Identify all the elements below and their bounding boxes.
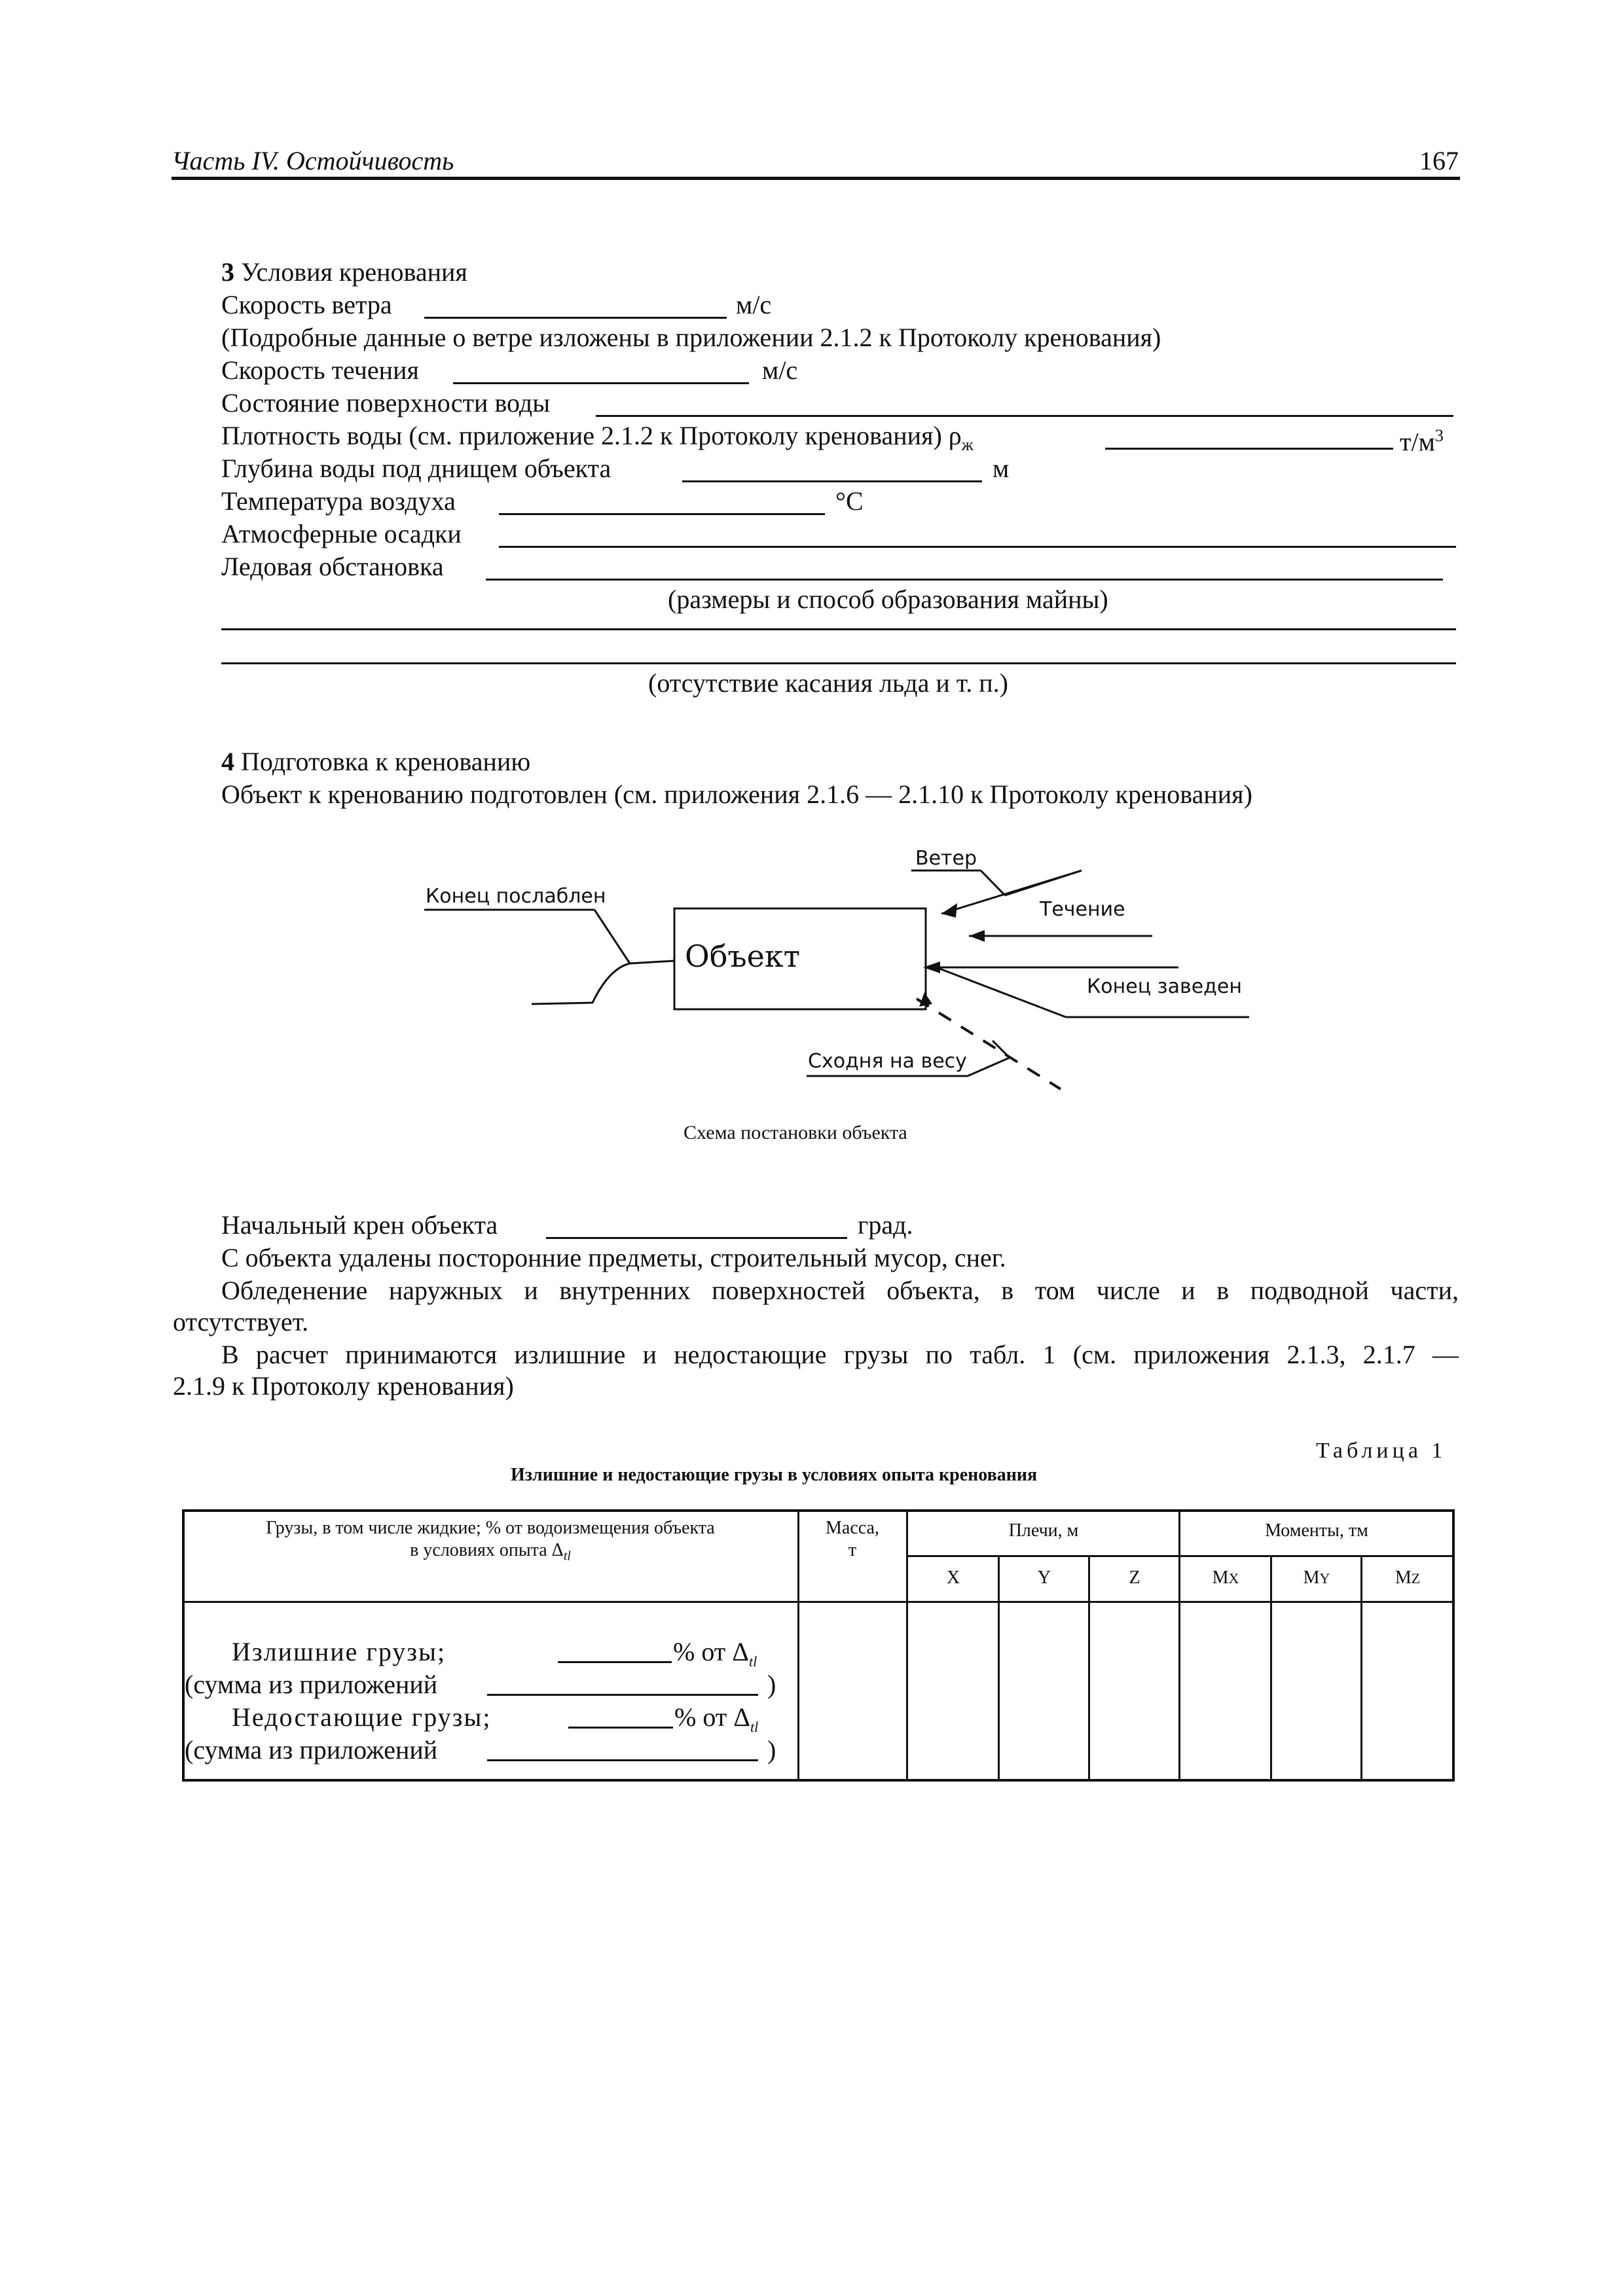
ice-caption-1: (размеры и способ образования майны) xyxy=(668,584,1108,614)
col-mx-sub: X xyxy=(1228,1570,1239,1587)
col-x: X xyxy=(946,1568,960,1588)
row-excess-blank xyxy=(558,1661,672,1663)
running-header-title: Часть IV. Остойчивость xyxy=(172,146,454,175)
diagram-wind-label: Ветер xyxy=(915,847,977,870)
col-my-m: M xyxy=(1303,1568,1320,1588)
section4-text: Объект к кренованию подготовлен (см. приложения 2.1.6 — 2.1.10 к Протоколу кренования) xyxy=(221,780,1252,809)
air-temp-unit: °С xyxy=(835,486,864,516)
initial-heel-blank xyxy=(546,1237,847,1239)
paragraph-2-line-1: Обледенение наружных и внутренних поверхностей объекта, в том числе и в подводной части, xyxy=(221,1276,1459,1305)
col-my-sub: Y xyxy=(1319,1570,1330,1587)
col-cargo-header xyxy=(186,1517,795,1568)
current-unit: м/с xyxy=(762,355,798,385)
ice-caption-2: (отсутствие касания льда и т. п.) xyxy=(648,668,1008,698)
col-mx xyxy=(1181,1567,1270,1590)
col-z: Z xyxy=(1129,1568,1140,1588)
row-deficit-label: Недостающие грузы; xyxy=(232,1702,492,1732)
precip-label: Атмосферные осадки xyxy=(221,519,462,548)
density-sub: ж xyxy=(961,435,974,454)
depth-label: Глубина воды под днищем объекта xyxy=(221,454,611,483)
depth-unit: м xyxy=(993,454,1010,483)
paragraph-1: С объекта удалены посторонние предметы, строительный мусор, снег. xyxy=(221,1243,1006,1272)
col-cargo-sub: tl xyxy=(563,1549,571,1564)
col-arms-header: Плечи, м xyxy=(1008,1520,1079,1541)
row-sum-2-blank xyxy=(487,1759,758,1761)
row-sum-1-blank xyxy=(487,1694,758,1696)
col-y: Y xyxy=(1037,1568,1051,1588)
col-mass-line-2: т xyxy=(848,1540,857,1560)
section4-title: Подготовка к кренованию xyxy=(241,747,531,776)
row-sum-1-label: (сумма из приложений xyxy=(185,1670,438,1699)
diagram-object-label: Объект xyxy=(685,939,801,974)
col-moments-header: Моменты, тм xyxy=(1265,1520,1368,1541)
row-sum-2-label: (сумма из приложений xyxy=(185,1735,438,1765)
diagram-gangway-label: Сходня на весу xyxy=(808,1050,967,1073)
col-mz xyxy=(1363,1567,1452,1590)
diagram-current-label: Течение xyxy=(1040,898,1125,921)
row-excess-pct-text: % от Δ xyxy=(673,1637,749,1666)
paragraph-2-line-2: отсутствует. xyxy=(173,1307,309,1336)
diagram-end-slack-label: Конец послаблен xyxy=(426,885,606,908)
current-label: Скорость течения xyxy=(221,355,419,385)
diagram-end-fixed-label: Конец заведен xyxy=(1087,975,1242,998)
col-mz-m: M xyxy=(1395,1568,1412,1588)
col-cargo-line-1: Грузы, в том числе жидкие; % от водоизмещения объекта xyxy=(266,1518,715,1538)
row-excess-delta-sub: tl xyxy=(749,1653,757,1670)
air-temp-label: Температура воздуха xyxy=(221,486,456,516)
wind-unit: м/с xyxy=(736,290,772,319)
paragraph-3-line-1: В расчет принимаются излишние и недостающие грузы по табл. 1 (см. приложения 2.1.3, 2.1.7 — xyxy=(221,1340,1459,1369)
surface-label: Состояние поверхности воды xyxy=(221,388,551,418)
table-number: Таблица 1 xyxy=(1316,1439,1447,1463)
row-deficit-blank xyxy=(568,1727,673,1729)
row-excess-label: Излишние грузы; xyxy=(232,1637,447,1666)
ice-label: Ледовая обстановка xyxy=(221,552,444,581)
col-cargo-line-2-text: в условиях опыта Δ xyxy=(410,1540,564,1560)
section4-number: 4 xyxy=(221,747,234,776)
page-number: 167 xyxy=(1419,146,1459,175)
wind-label: Скорость ветра xyxy=(221,290,392,319)
row-deficit-pct xyxy=(674,1702,758,1743)
row-sum-2-close: ) xyxy=(767,1735,776,1765)
wind-note: (Подробные данные о ветре изложены в приложении 2.1.2 к Протоколу кренования) xyxy=(221,323,1161,352)
col-mass-header xyxy=(800,1517,905,1562)
initial-heel-unit: град. xyxy=(858,1210,913,1240)
table-title: Излишние и недостающие грузы в условиях опыта кренования xyxy=(511,1465,1038,1485)
section3-number: 3 xyxy=(221,257,234,287)
paragraph-3-line-2: 2.1.9 к Протоколу кренования) xyxy=(173,1371,514,1401)
initial-heel-label: Начальный крен объекта xyxy=(221,1210,498,1240)
diagram-caption: Схема постановки объекта xyxy=(684,1122,907,1143)
row-deficit-delta-sub: tl xyxy=(750,1719,759,1735)
col-my xyxy=(1273,1567,1360,1590)
density-text: Плотность воды (см. приложение 2.1.2 к Протоколу кренования) ρ xyxy=(221,421,962,450)
col-mz-sub: Z xyxy=(1411,1570,1421,1587)
row-deficit-pct-text: % от Δ xyxy=(674,1702,750,1732)
density-unit-text: т/м xyxy=(1400,427,1435,457)
row-excess-pct xyxy=(673,1636,757,1677)
col-mx-m: M xyxy=(1212,1568,1229,1588)
row-sum-1-close: ) xyxy=(767,1670,776,1699)
col-mass-line-1: Масса, xyxy=(826,1518,879,1538)
density-unit-sup: 3 xyxy=(1434,426,1444,445)
col-cargo-line-2 xyxy=(186,1539,795,1568)
section3-title: Условия кренования xyxy=(241,257,467,287)
